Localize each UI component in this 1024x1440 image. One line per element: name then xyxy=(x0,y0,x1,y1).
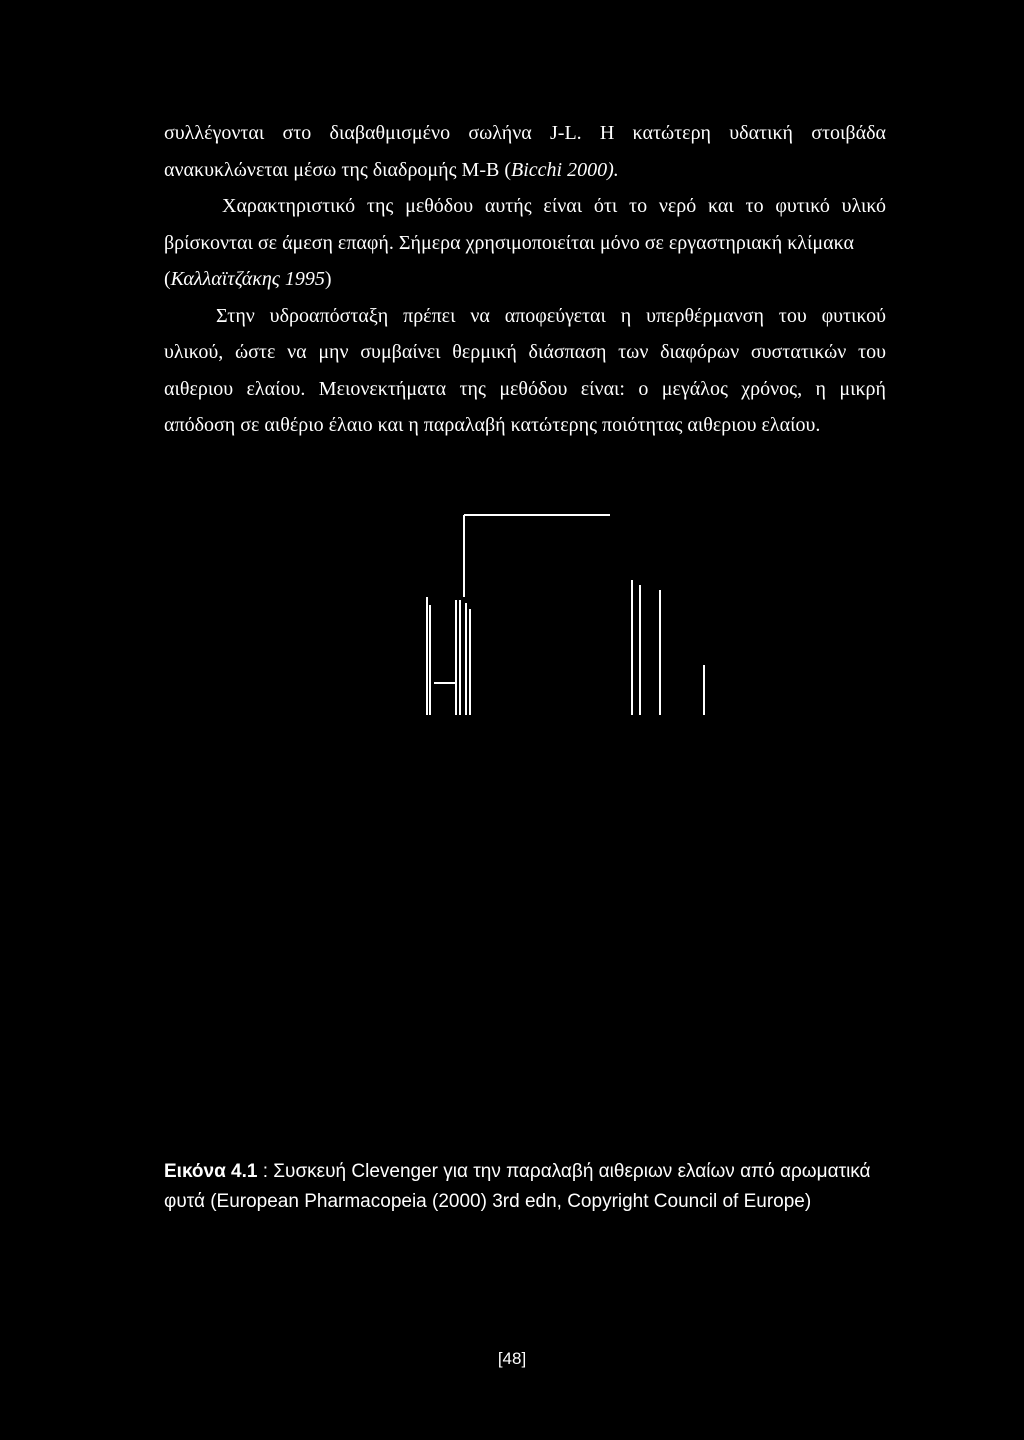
text-line: βρίσκονται σε άμεση επαφή. Σήμερα χρησιμοποιείται μόνο σε εργαστηριακή κλίμακα xyxy=(164,231,854,254)
caption-line: φυτά (European Pharmacopeia (2000) 3rd edn, Copyright Council of Europe) xyxy=(164,1191,812,1212)
caption-text: : Συσκευή Clevenger για την παραλαβή αιθεριων ελαίων από αρωματικά xyxy=(257,1161,871,1182)
clevenger-apparatus-figure xyxy=(420,505,720,715)
text-line: υλικού, ώστε να μην συμβαίνει θερμική διάσπαση των διαφόρων συστατικών του xyxy=(164,341,886,363)
caption-line xyxy=(164,1157,886,1187)
text-fragment: ανακυκλώνεται μέσω της διαδρομής Μ-Β ( xyxy=(164,158,511,181)
text-fragment: ( xyxy=(164,268,171,290)
text-line: Χαρακτηριστικό της μεθόδου αυτής είναι ότι το νερό και το φυτικό υλικό xyxy=(222,195,886,217)
text-line xyxy=(164,154,886,191)
caption-label: Εικόνα 4.1 xyxy=(164,1161,258,1182)
text-line xyxy=(164,263,886,300)
text-fragment: ) xyxy=(324,268,332,290)
text-line: αιθεριου ελαίου. Μειονεκτήματα της μεθόδου είναι: ο μεγάλος χρόνος, η μικρή xyxy=(164,377,886,400)
body-text xyxy=(164,117,886,446)
page-number: [48] xyxy=(497,1349,527,1368)
text-line: συλλέγονται στο διαβαθμισμένο σωλήνα J-L. Η κατώτερη υδατική στοιβάδα xyxy=(164,122,886,144)
citation: Bicchi 2000). xyxy=(510,158,619,181)
text-line: απόδοση σε αιθέριο έλαιο και η παραλαβή κατώτερης ποιότητας αιθεριου ελαίου. xyxy=(164,414,821,436)
text-line: Στην υδροαπόσταξη πρέπει να αποφεύγεται η υπερθέρμανση του φυτικού xyxy=(216,304,886,327)
citation: Καλλαϊτζάκης 1995 xyxy=(170,268,325,290)
apparatus-drawing xyxy=(420,505,720,715)
figure-caption xyxy=(164,1157,886,1217)
